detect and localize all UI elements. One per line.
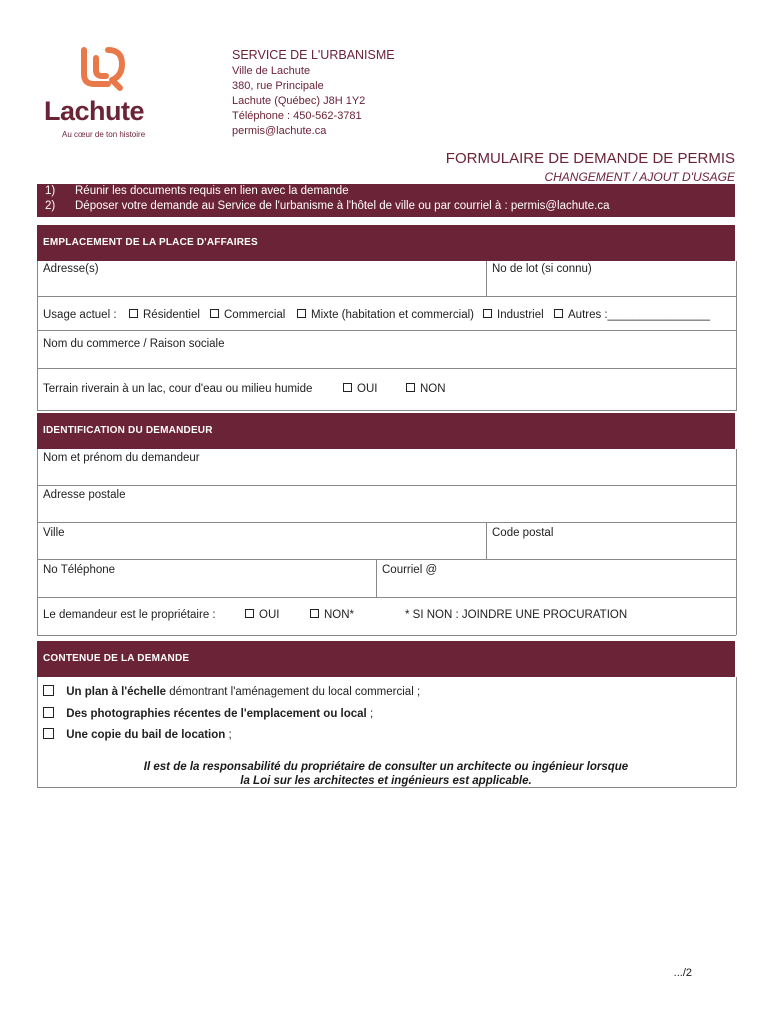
applicant-name-field[interactable]: Nom et prénom du demandeur: [43, 452, 200, 464]
instruction-step: 2) Déposer votre demande au Service de l'urbanisme à l'hôtel de ville ou par courriel à : permis@lachute.ca: [45, 200, 610, 212]
owner-yes[interactable]: OUI: [245, 609, 279, 621]
section-header-applicant: IDENTIFICATION DU DEMANDEUR: [37, 413, 735, 449]
address-line: Téléphone : 450-562-3781: [232, 110, 362, 122]
checkbox-icon[interactable]: [483, 309, 492, 318]
service-address: [232, 64, 365, 139]
address-line: Lachute (Québec) J8H 1Y2: [232, 95, 366, 107]
form-subtitle: CHANGEMENT / AJOUT D'USAGE: [544, 170, 735, 184]
owner-label: Le demandeur est le propriétaire :: [43, 609, 216, 621]
checkbox-icon[interactable]: [310, 609, 319, 618]
instruction-step: 1) Réunir les documents requis en lien avec la demande: [45, 185, 349, 197]
postal-address-field[interactable]: Adresse postale: [43, 489, 126, 501]
email-field[interactable]: Courriel @: [382, 564, 438, 576]
service-title: SERVICE DE L'URBANISME: [232, 48, 395, 62]
checkbox-icon[interactable]: [43, 707, 54, 718]
checkbox-icon[interactable]: [406, 383, 415, 392]
checkbox-icon[interactable]: [43, 685, 54, 696]
logo-tagline: Au cœur de ton histoire: [62, 130, 146, 139]
address-line: 380, rue Principale: [232, 80, 324, 92]
usage-label: Usage actuel :: [43, 309, 117, 321]
applicant-box: [37, 449, 737, 635]
address-field[interactable]: Adresse(s): [43, 263, 99, 275]
page-number: .../2: [673, 967, 692, 979]
instructions-band: [37, 184, 735, 217]
logo-wordmark: Lachute: [44, 96, 145, 126]
usage-option-mixed[interactable]: Mixte (habitation et commercial): [297, 309, 474, 321]
address-email[interactable]: permis@lachute.ca: [232, 125, 327, 137]
checkbox-icon[interactable]: [129, 309, 138, 318]
checkbox-icon[interactable]: [297, 309, 306, 318]
usage-option-residential[interactable]: Résidentiel: [129, 309, 200, 321]
doc-item-photos[interactable]: Des photographies récentes de l'emplacement ou local ;: [43, 707, 373, 720]
checkbox-icon[interactable]: [43, 728, 54, 739]
phone-field[interactable]: No Téléphone: [43, 564, 116, 576]
lachute-logo-icon: [42, 44, 182, 144]
waterfront-yes[interactable]: OUI: [343, 383, 377, 395]
postal-code-field[interactable]: Code postal: [492, 527, 554, 539]
city-field[interactable]: Ville: [43, 527, 65, 539]
checkbox-icon[interactable]: [210, 309, 219, 318]
owner-no[interactable]: NON*: [310, 609, 354, 621]
waterfront-no[interactable]: NON: [406, 383, 446, 395]
owner-note: * SI NON : JOINDRE UNE PROCURATION: [405, 609, 628, 621]
lot-number-field[interactable]: No de lot (si connu): [492, 263, 592, 275]
business-name-field[interactable]: Nom du commerce / Raison sociale: [43, 338, 225, 350]
address-line: Ville de Lachute: [232, 65, 311, 77]
section-header-request-content: CONTENUE DE LA DEMANDE: [37, 641, 735, 677]
usage-option-industrial[interactable]: Industriel: [483, 309, 544, 321]
doc-item-plan[interactable]: Un plan à l'échelle démontrant l'aménagement du local commercial ;: [43, 685, 420, 698]
doc-item-lease[interactable]: Une copie du bail de location ;: [43, 728, 232, 741]
checkbox-icon[interactable]: [343, 383, 352, 392]
checkbox-icon[interactable]: [554, 309, 563, 318]
waterfront-label: Terrain riverain à un lac, cour d'eau ou milieu humide: [43, 383, 313, 395]
responsibility-note: Il est de la responsabilité du propriétaire de consulter un architecte ou ingénieur lorsque la Loi sur les architectes et ingénieurs est applicable.: [143, 761, 629, 787]
usage-option-commercial[interactable]: Commercial: [210, 309, 285, 321]
form-title: FORMULAIRE DE DEMANDE DE PERMIS: [445, 150, 735, 167]
checkbox-icon[interactable]: [245, 609, 254, 618]
usage-option-other[interactable]: Autres :________________: [554, 309, 710, 321]
section-header-location: EMPLACEMENT DE LA PLACE D'AFFAIRES: [37, 225, 735, 261]
